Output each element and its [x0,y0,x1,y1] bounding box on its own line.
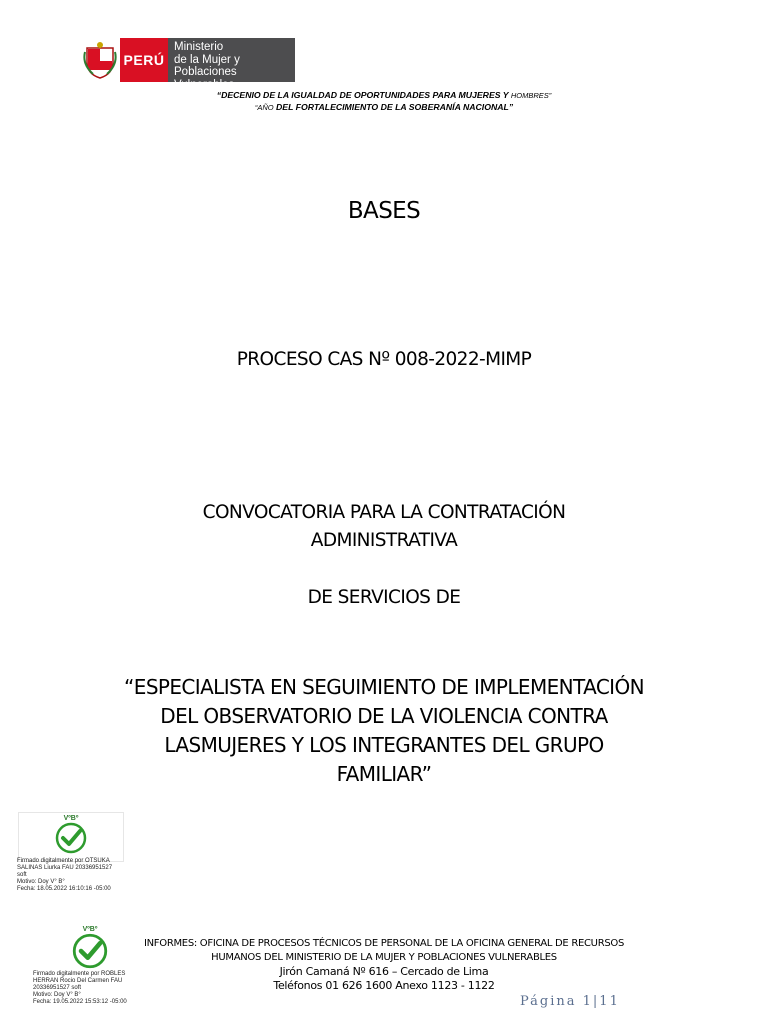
footer-phones: Teléfonos 01 626 1600 Anexo 1123 - 1122 [273,979,495,992]
signature-1-line-5: Fecha: 18.05.2022 16:10:16 -05:00 [17,886,111,892]
page-number: Página 1|11 [520,994,620,1009]
ministry-logo [80,38,295,91]
footer-address: Jirón Camaná Nº 616 – Cercado de Lima [279,965,489,978]
position-line-3: LASMUJERES Y LOS INTEGRANTES DEL GRUPO [164,733,604,757]
position-line-2: DEL OBSERVATORIO DE LA VIOLENCIA CONTRA [160,704,608,728]
slogan-line-1 [0,90,768,100]
check-circle-icon [54,822,88,854]
signature-1-line-4: Motivo: Doy V° B° [17,879,65,885]
peru-label: PERÚ [120,38,168,82]
approval-badge-label-1: VºBº [63,815,79,822]
signature-1-line-1: Firmado digitalmente por OTSUKA [17,858,110,864]
ministry-line-2: de la Mujer y [174,53,240,66]
slogan-2-small: “AÑO [254,103,274,112]
footer-line-2: HUMANOS DEL MINISTERIO DE LA MUJER Y POBLACIONES VULNERABLES [211,952,557,963]
footer-informes [0,937,768,993]
position-title [0,673,768,789]
slogan-1-main: “DECENIO DE LA IGUALDAD DE OPORTUNIDADES PARA MUJERES Y [216,90,509,100]
signature-2-line-5: Fecha: 19.05.2022 15:53:12 -05:00 [33,999,127,1005]
ministry-name [168,38,295,91]
services-heading: DE SERVICIOS DE [307,587,461,608]
document-title: BASES [347,198,421,224]
signature-2-line-1: Firmado digitalmente por ROBLES [33,971,126,977]
ministry-line-1: Ministerio [174,41,224,53]
convocatoria-line-2: ADMINISTRATIVA [310,530,458,551]
position-line-4: FAMILIAR” [336,762,432,786]
process-number: PROCESO CAS Nº 008-2022-MIMP [236,349,532,370]
signature-1-line-2: SALINAS Liurka FAU 20336951527 [17,865,113,871]
approval-badge-label-2: VºBº [82,926,98,933]
signature-stamp-1 [18,812,124,862]
signature-2-line-3: 20336951527 soft [33,985,82,991]
coat-of-arms-icon [80,38,120,82]
signature-2-line-2: HERRAN Rocio Del Carmen FAU [33,978,123,984]
slogan-line-2 [0,102,768,112]
slogan-1-small: HOMBRES” [510,91,552,100]
approval-badge-1 [19,815,123,854]
convocatoria-heading [0,499,768,555]
ministry-line-3: Poblaciones Vulnerables [174,66,237,91]
signature-2-line-4: Motivo: Doy V° B° [33,992,81,998]
signature-1-line-3: soft [17,872,27,878]
signature-details-1 [17,858,147,893]
convocatoria-line-1: CONVOCATORIA PARA LA CONTRATACIÓN [202,502,566,523]
footer-line-1: INFORMES: OFICINA DE PROCESOS TÉCNICOS DE PERSONAL DE LA OFICINA GENERAL DE RECURSOS [143,938,625,949]
position-line-1: “ESPECIALISTA EN SEGUIMIENTO DE IMPLEMENTACIÓN [124,675,644,699]
slogan-2-main: DEL FORTALECIMIENTO DE LA SOBERANÍA NACIONAL” [276,102,514,112]
